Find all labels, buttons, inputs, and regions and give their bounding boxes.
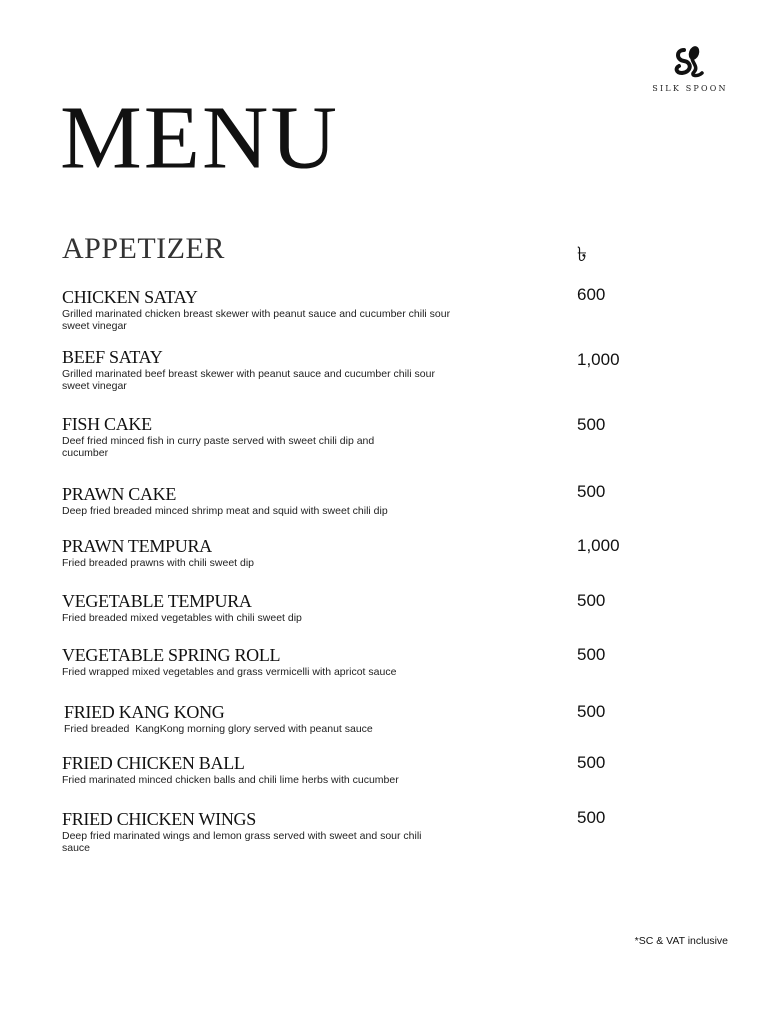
item-name: FRIED CHICKEN BALL	[62, 753, 245, 773]
item-name: PRAWN CAKE	[62, 484, 177, 504]
item-price: 1,000	[577, 350, 620, 369]
footnote: *SC & VAT inclusive	[634, 935, 728, 947]
item-price: 500	[577, 808, 606, 827]
item-description: Grilled marinated chicken breast skewer with peanut sauce and cucumber chili sour sweet vinegar	[62, 308, 451, 332]
menu-item	[62, 591, 582, 624]
item-price: 600	[577, 285, 606, 304]
item-description: Grilled marinated beef breast skewer with peanut sauce and cucumber chili sour sweet vinegar	[62, 368, 435, 392]
item-name: FRIED CHICKEN WINGS	[62, 809, 256, 829]
item-name: CHICKEN SATAY	[62, 287, 198, 307]
menu-item	[64, 702, 584, 735]
menu-item	[62, 753, 582, 786]
item-price: 500	[577, 702, 606, 721]
item-name: PRAWN TEMPURA	[62, 536, 212, 556]
menu-item	[62, 536, 582, 569]
item-description: Fried breaded KangKong morning glory served with peanut sauce	[64, 723, 373, 735]
item-price: 500	[577, 415, 606, 434]
item-description: Fried wrapped mixed vegetables and grass vermicelli with apricot sauce	[62, 666, 397, 678]
menu-item	[62, 347, 582, 392]
item-name: FISH CAKE	[62, 414, 152, 434]
brand-name: SILK SPOON	[652, 84, 728, 93]
menu-item	[62, 484, 582, 517]
section-title: APPETIZER	[62, 232, 225, 265]
item-description: Fried breaded mixed vegetables with chili sweet dip	[62, 612, 302, 624]
menu-item	[62, 809, 582, 854]
currency-symbol: ৳	[577, 242, 587, 266]
item-price: 500	[577, 645, 606, 664]
page-title: MENU	[60, 87, 339, 188]
item-price: 500	[577, 591, 606, 610]
menu-item	[62, 414, 582, 459]
item-description: Deep fried marinated wings and lemon grass served with sweet and sour chili sauce	[62, 830, 422, 854]
menu-item	[62, 287, 582, 332]
item-description: Fried breaded prawns with chili sweet dip	[62, 557, 255, 569]
silk-spoon-monogram-icon	[670, 44, 710, 80]
brand-logo	[640, 44, 740, 93]
item-name: VEGETABLE TEMPURA	[62, 591, 252, 611]
item-name: VEGETABLE SPRING ROLL	[62, 645, 281, 665]
item-price: 500	[577, 482, 606, 501]
item-description: Deep fried breaded minced shrimp meat and squid with sweet chili dip	[62, 505, 388, 517]
item-price: 1,000	[577, 536, 620, 555]
menu-item	[62, 645, 582, 678]
item-name: FRIED KANG KONG	[64, 702, 225, 722]
item-price: 500	[577, 753, 606, 772]
item-description: Fried marinated minced chicken balls and chili lime herbs with cucumber	[62, 774, 399, 786]
item-name: BEEF SATAY	[62, 347, 163, 367]
item-description: Deef fried minced fish in curry paste served with sweet chili dip and cucumber	[62, 435, 375, 459]
